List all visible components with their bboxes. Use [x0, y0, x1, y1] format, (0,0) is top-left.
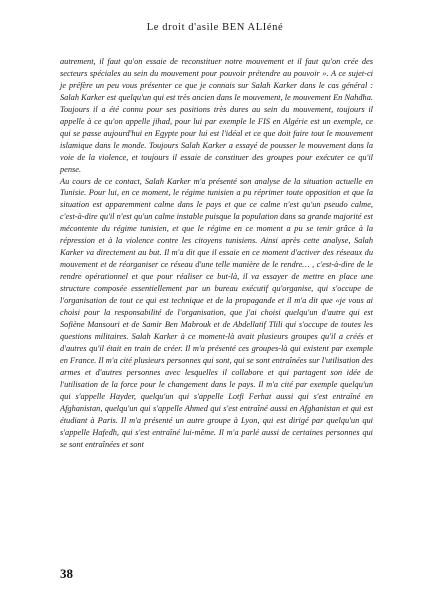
- running-head-title: Le droit d'asile BEN ALIéné: [146, 22, 284, 33]
- paragraph-2: Au cours de ce contact, Salah Karker m'a présenté son analyse de la situation actuelle en Tunisie. Pour lui, en ce moment, le régime tunisien a pu réprimer toute opposition et que la situation est apparemment calme dans le pays et que ce calme n'est qu'un pseudo calme, c'est-à-dire qu'il n'est qu'un calme instable puisque la population dans sa grande majorité est mécontente du régime tunisien, et que le régime en ce moment a pu se tenir grâce à la répression et à la violence contre les citoyens tunisiens. Ainsi après cette analyse, Salah Karker va directement au but. Il m'a dit que il essaie en ce moment d'activer des réseaux du mouvement et de réorganiser ce réseau d'une telle manière de le rendre… , c'est-à-dire de le rendre opérationnel et que pour réaliser ce but-là, il va essayer de mettre en place une structure composée essentiellement par un bureau exécutif qu'organise, qui s'occupe de l'organisation de tout ce qui est technique et de la propagande et il m'a dit que «je vous ai choisi pour la responsabilité de l'organisation, que j'ai choisi quelqu'un d'autre qui est Sofiène Mansouri et de Samir Ben Mabrouk et de Abdellatif Tlili qui s'occupe de toutes les questions militaires. Salah Karker à ce moment-là avait plusieurs groupes qu'il a créés et d'autres qu'il était en train de créer. Il m'a présenté ces groupes-là qui existent par exemple en France. Il m'a cité plusieurs personnes qui sont, qui se sont entraînées sur l'utilisation des armes et d'autres personnes avec lesquelles il collabore et qui partagent son idée de l'utilisation de la force pour le changement dans le pays. Il m'a cité par exemple quelqu'un qui s'appelle Hayder, quelqu'un qui s'appelle Lotfi Ferhat aussi qui s'est entraîné en Afghanistan, quelqu'un qui s'appelle Ahmed qui s'est entraîné aussi en Afghanistan et qui est étudiant à Paris. Il m'a présenté un autre groupe à Lyon, qui est dirigé par quelqu'un qui s'appelle Hafedh, qui s'est entraîné lui-même. Il m'a parlé aussi de certaines personnes qui se sont entraînées et sont: [60, 176, 373, 449]
- paragraph-1: autrement, il faut qu'on essaie de reconstituer notre mouvement et il faut qu'on crée des secteurs spéciales au sein du mouvement pour pouvoir prétendre au pouvoir ». A ce sujet-ci je préfère un peu vous présenter ce que je connais sur Salah Karker dans le cas général : Salah Karker est quelqu'un qui est très ancien dans le mouvement, le mouvement En Nahdha. Toujours il a été connu pour ses positions très dures au sein du mouvement, toujours il appelle à ce qu'on appelle jihad, pour lui par exemple le FIS en Algérie est un exemple, ce qui se passe aujourd'hui en Egypte pour lui est l'idéal et ce que doit faire tout le mouvement islamique dans le monde. Toujours Salah Karker a essayé de pousser le mouvement dans la voie de la violence, et toujours il essaie de constituer des groupes pour exécuter ce qu'il pense.: [60, 57, 373, 174]
- body-text: [60, 56, 373, 450]
- page-number: 38: [60, 566, 73, 581]
